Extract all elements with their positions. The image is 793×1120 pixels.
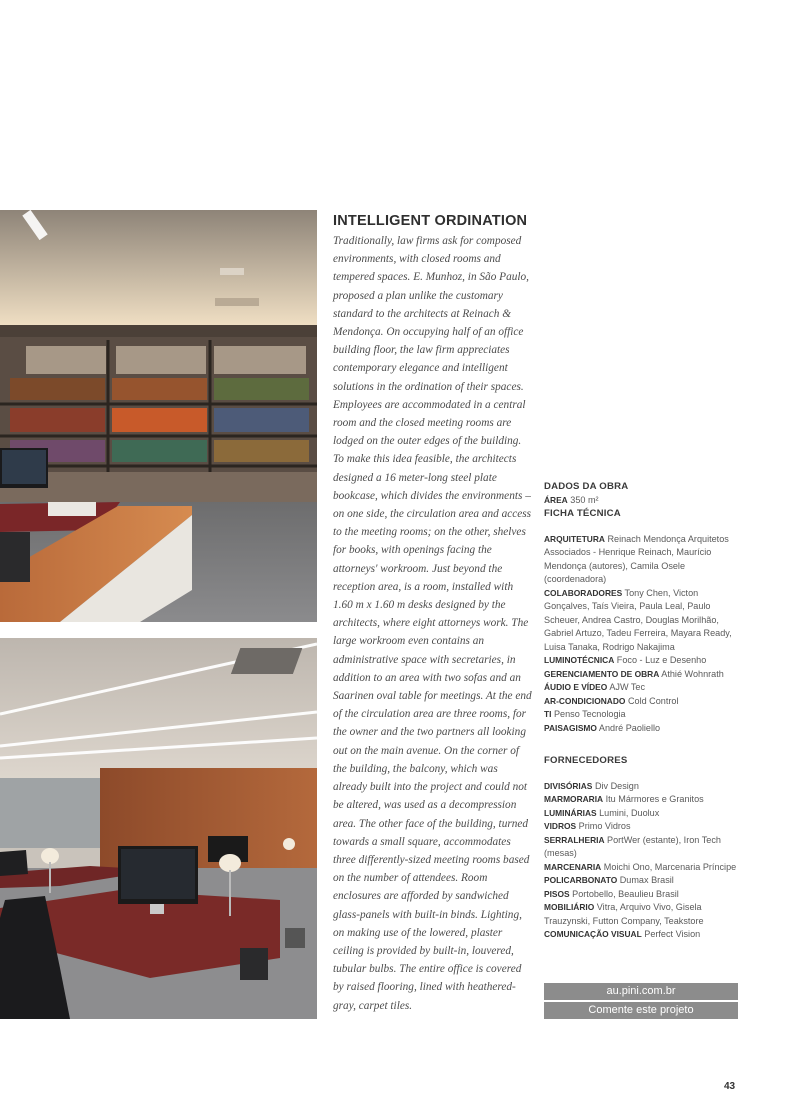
article-body: Traditionally, law firms ask for composed environments, with closed rooms and tempered spaces. E. Munhoz, in São Paulo, proposed a plan unlike the customary standard to the architects at Reinach & Mendonça. On occupying half of an office building floor, the law firm appreciates contemporary elegance and intelligent solutions in the ordination of their spaces. Employees are accommodated in a central room and the closed meeting rooms are lodged on the outer edges of the building. To make this idea feasible, the architects designed a 16 meter-long steel plate bookcase, which divides the environments – on one side, the circulation area and access to the meeting rooms; on the other, shelves for books, with openings facing the attorneys' workroom. Just beyond the reception area, is a room, installed with 1.60 m x 1.60 m desks designed by the architects, where eight attorneys work. The large workroom even contains an administrative space with secretaries, in addition to an area with two sofas and an Saarinen oval table for meetings. At the end of the circulation area are three rooms, for the owner and the two partners all looking out on the main avenue. On the corner of the building, the balcony, which was already built into the project and could not be altered, was used as a decompression area. The other face of the building, turned towards a small square, accommodates three differently-sized meeting rooms based on the number of attendees. Room enclosures are afforded by sandwiched glass-panels with built-in binds. Lighting, on making use of the lowered, plaster ceiling is provided by built-in, louvered, tubular bulbs. The entire office is covered by raised flooring, lined with heathered-gray, carpet tiles.	[333, 235, 532, 1012]
ficha-value: Athié Wohnrath	[661, 668, 724, 679]
ficha-value: Tony Chen, Victon Gonçalves, Taís Vieira, Paula Leal, Paulo Scheuer, Andrea Castro, Douglas Morilhão, Gabriel Artuzo, Tadeu Ferreira, Mayara Ready, Luisa Tanaka, Rodrigo Nakajima	[544, 587, 732, 652]
ficha-label: COLABORADORES	[544, 587, 623, 598]
fornecedor-value: Itu Mármores e Granitos	[605, 794, 704, 804]
ficha-label: ÁUDIO E VÍDEO	[544, 682, 608, 692]
fornecedor-value: Portobello, Beaulieu Brasil	[572, 888, 679, 899]
ficha-item	[544, 722, 740, 736]
fornecedor-label: MARMORARIA	[544, 794, 604, 804]
fornecedor-label: DIVISÓRIAS	[544, 780, 593, 791]
ficha-item	[544, 695, 740, 709]
ficha-item	[544, 668, 740, 682]
fornecedor-item	[544, 807, 740, 821]
photo-workroom	[0, 638, 317, 1019]
ficha-label: AR-CONDICIONADO	[544, 695, 626, 706]
fornecedor-label: SERRALHERIA	[544, 834, 605, 845]
fornecedor-label: LUMINÁRIAS	[544, 807, 597, 818]
fornecedor-label: VIDROS	[544, 821, 577, 831]
fornecedor-item	[544, 780, 740, 794]
ficha-label: GERENCIAMENTO DE OBRA	[544, 668, 660, 679]
fornecedor-value: Primo Vidros	[578, 821, 631, 831]
ficha-label: PAISAGISMO	[544, 722, 597, 733]
ficha-label: TI	[544, 709, 552, 719]
dados-title: DADOS DA OBRA	[544, 481, 629, 492]
fornecedores-list	[544, 780, 740, 942]
fornecedor-label: PISOS	[544, 888, 570, 899]
project-data-sidebar	[544, 480, 740, 942]
ficha-item	[544, 708, 740, 722]
fornecedor-item	[544, 901, 740, 928]
ficha-value: Foco - Luz e Desenho	[616, 655, 707, 665]
fornecedor-value: Lumini, Duolux	[599, 807, 660, 818]
ficha-item	[544, 654, 740, 668]
fornecedor-item	[544, 874, 740, 888]
fornecedor-value: PortWer (estante), Iron Tech (mesas)	[544, 834, 721, 858]
ficha-label: ARQUITETURA	[544, 533, 605, 544]
fornecedor-item	[544, 820, 740, 834]
ficha-item	[544, 681, 740, 695]
fornecedor-item	[544, 861, 740, 875]
comment-link[interactable]: Comente este projeto	[544, 1002, 738, 1019]
ficha-value: Reinach Mendonça Arquitetos Associados - Henrique Reinach, Maurício Mendonça (autores), Camila Osele (coordenadora)	[544, 533, 729, 584]
ficha-value: André Paoliello	[598, 722, 661, 733]
ficha-title: FICHA TÉCNICA	[544, 508, 621, 519]
fornecedor-value: Moichi Ono, Marcenaria Príncipe	[603, 861, 737, 872]
ficha-list	[544, 533, 740, 736]
article	[333, 213, 533, 1015]
fornecedor-item	[544, 888, 740, 902]
area-line	[544, 494, 740, 508]
fornecedor-label: MARCENARIA	[544, 861, 602, 872]
fornecedor-item	[544, 928, 740, 942]
fornecedor-label: COMUNICAÇÃO VISUAL	[544, 929, 642, 939]
ficha-value: Penso Tecnologia	[553, 709, 626, 719]
ficha-item	[544, 587, 740, 655]
ficha-value: AJW Tec	[609, 682, 646, 692]
fornecedor-item	[544, 834, 740, 861]
fornecedor-label: POLICARBONATO	[544, 875, 618, 885]
fornecedor-label: MOBILIÁRIO	[544, 902, 595, 912]
fornecedor-value: Vitra, Arquivo Vivo, Gisela Trauzynski, Futton Company, Teakstore	[544, 902, 704, 926]
page-number: 43	[724, 1081, 736, 1092]
fornecedor-value: Div Design	[594, 780, 639, 791]
ficha-item	[544, 533, 740, 587]
fornecedor-value: Perfect Vision	[644, 929, 701, 939]
fornecedores-title: FORNECEDORES	[544, 755, 628, 766]
area-label: ÁREA	[544, 494, 568, 505]
article-title: INTELLIGENT ORDINATION	[333, 213, 528, 229]
fornecedor-item	[544, 793, 740, 807]
area-value: 350 m²	[570, 494, 599, 505]
ficha-value: Cold Control	[627, 695, 679, 706]
photo-bookcase	[0, 210, 317, 622]
fornecedor-value: Dumax Brasil	[619, 875, 674, 885]
site-link[interactable]: au.pini.com.br	[544, 983, 738, 1000]
ficha-label: LUMINOTÉCNICA	[544, 655, 615, 665]
